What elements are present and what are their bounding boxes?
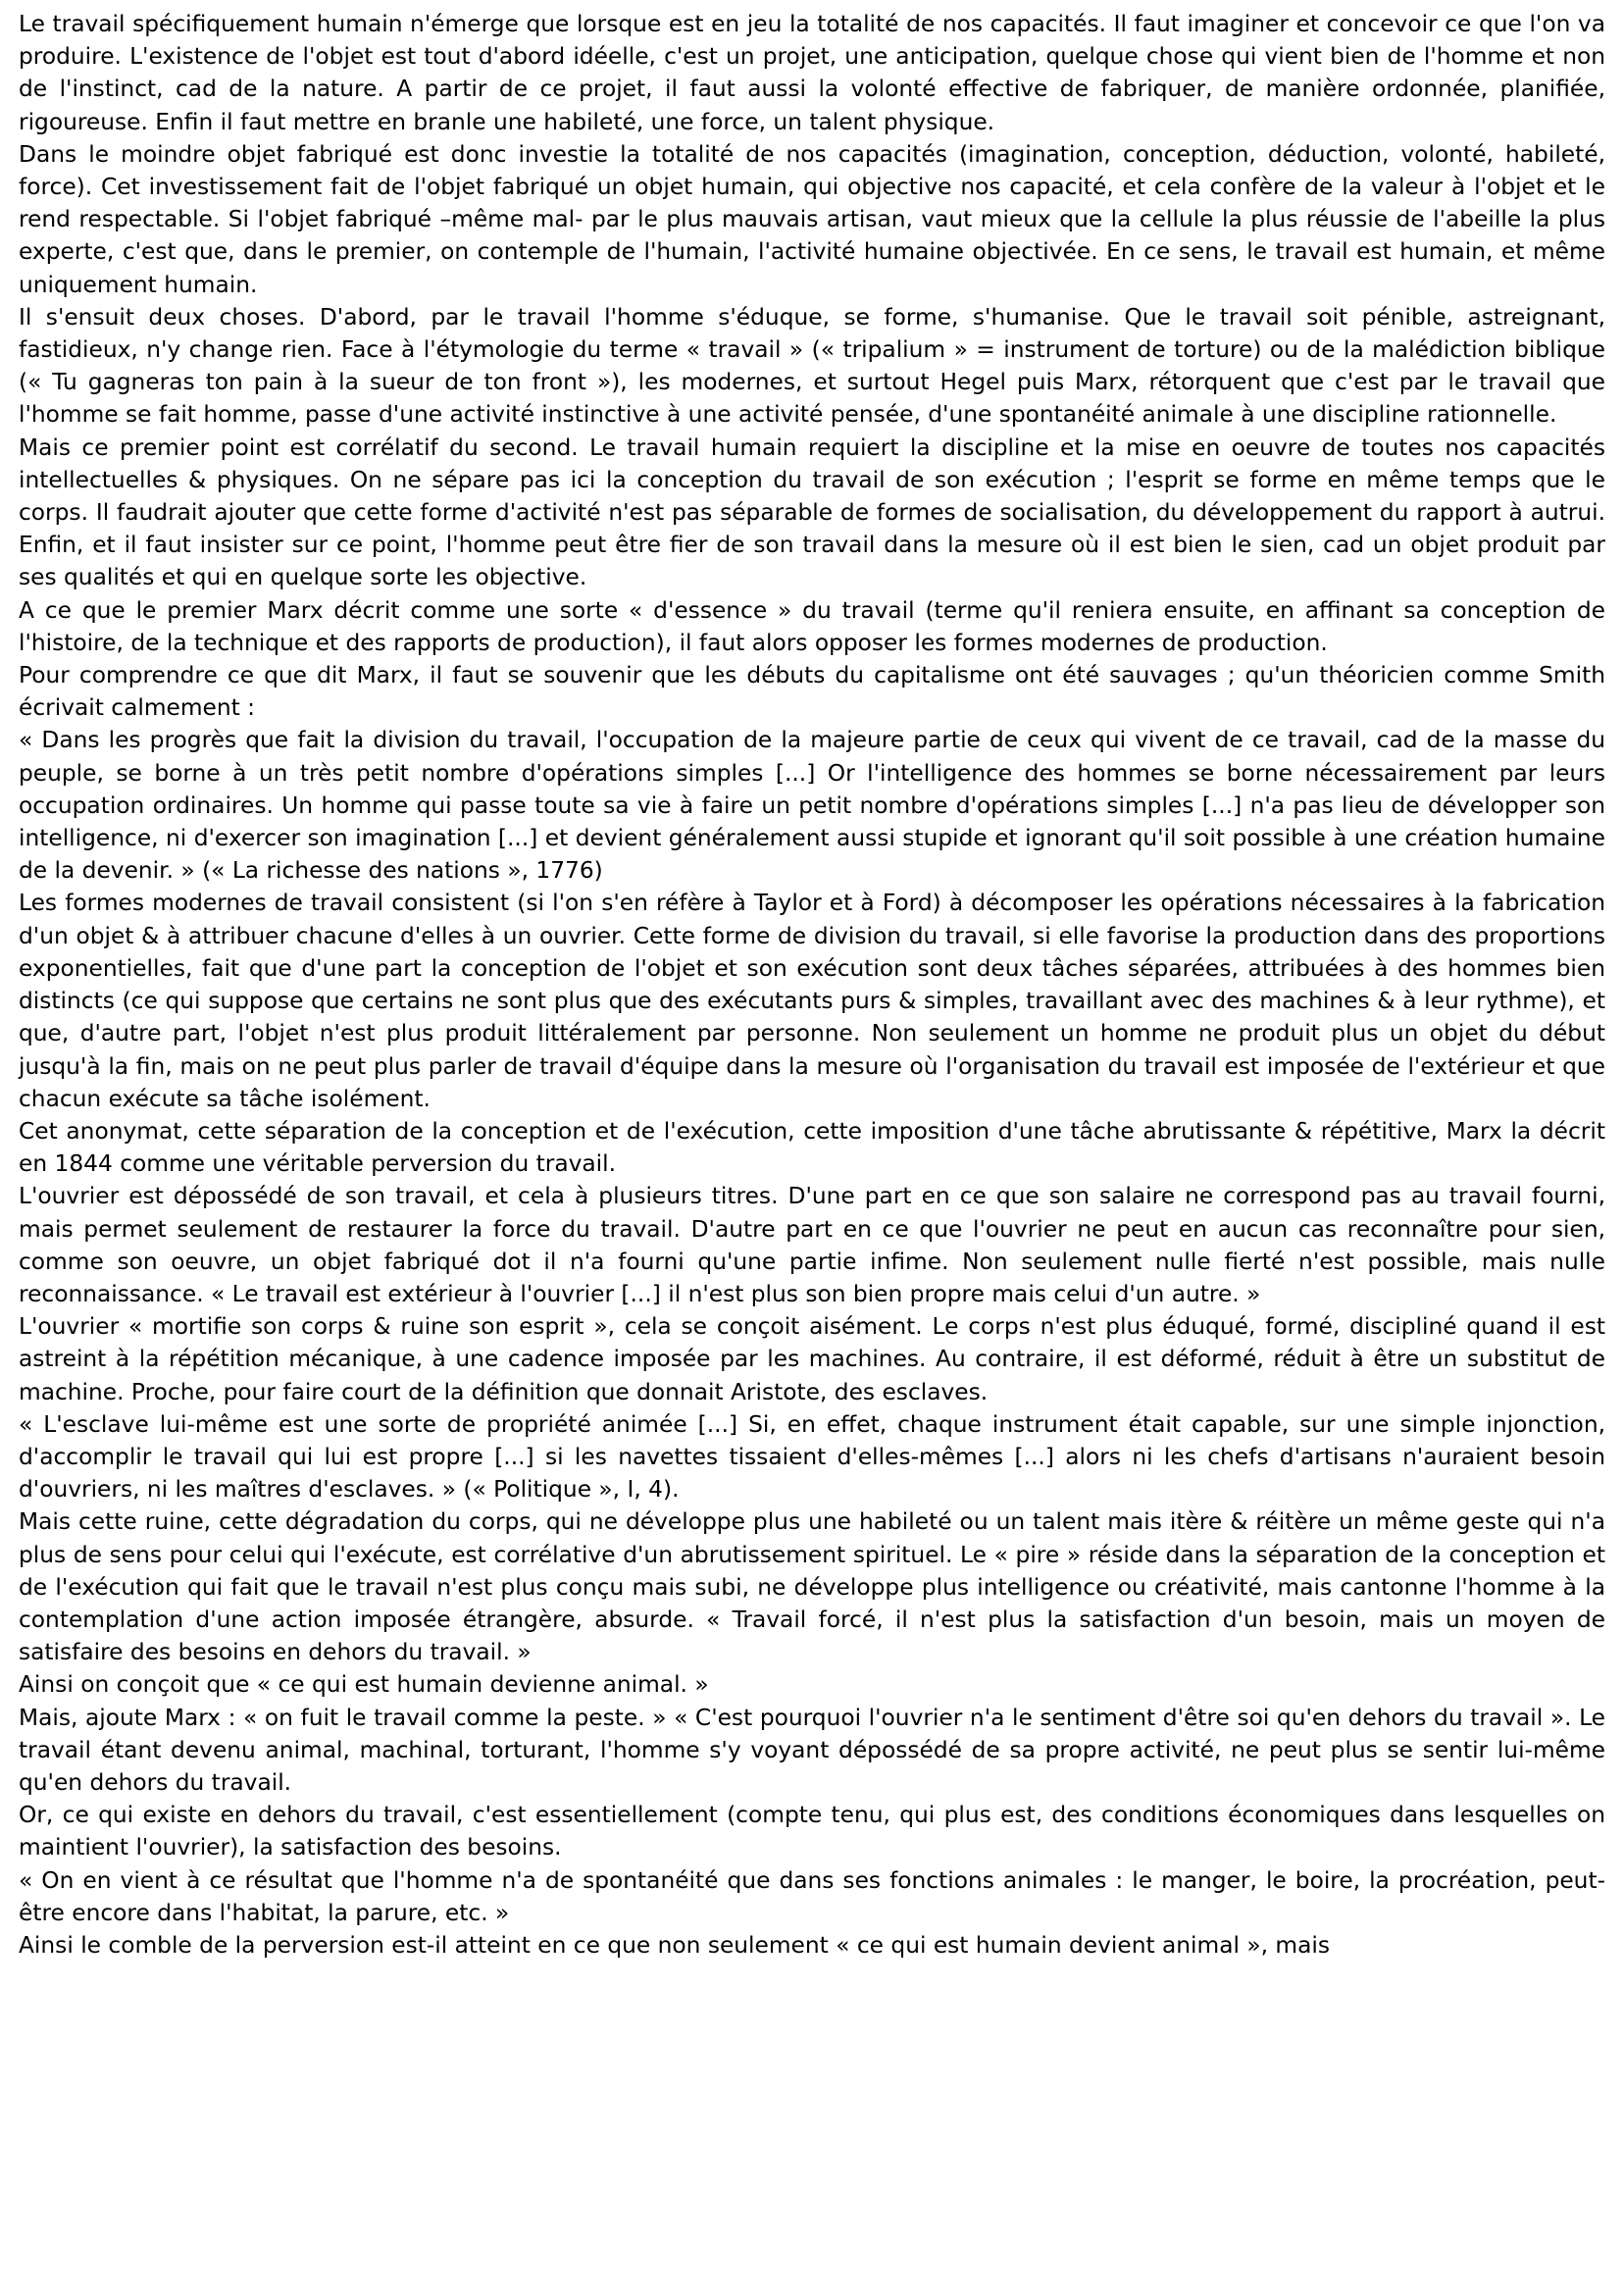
paragraph-15: Ainsi le comble de la perversion est-il atteint en ce que non seulement « ce qui est humain devient animal », mais (19, 1931, 1331, 1959)
paragraph-14: Or, ce qui existe en dehors du travail, c'est essentiellement (compte tenu, qui plus est, des conditions économiques dans lesquelles on maintient l'ouvrier), la satisfaction des besoins. (19, 1802, 1605, 1861)
quote-marx: « On en vient à ce résultat que l'homme n'a de spontanéité que dans ses fonctions animales : le manger, le boire, la procréation, peut-être encore dans l'habitat, la parure, etc. » (19, 1866, 1605, 1926)
paragraph-1: Le travail spécifiquement humain n'émerge que lorsque est en jeu la totalité de nos capacités. Il faut imaginer et concevoir ce que l'on va produire. L'existence de l'objet est tout d'abord idéelle, c'est un projet, une anticipation, quelque chose qui vient bien de l'homme et non de l'instinct, cad de la nature. A partir de ce projet, il faut aussi la volonté effective de fabriquer, de manière ordonnée, planifiée, rigoureuse. Enfin il faut mettre en branle une habileté, une force, un talent physique. (19, 11, 1605, 135)
document-body (19, 8, 1605, 1962)
quote-smith: « Dans les progrès que fait la division du travail, l'occupation de la majeure partie de ceux qui vivent de ce travail, cad de la masse du peuple, se borne à un très petit nombre d'opérations simples [...] Or l'intelligence des hommes se borne nécessairement par leurs occupation ordinaires. Un homme qui passe toute sa vie à faire un petit nombre d'opérations simples [...] n'a pas lieu de développer son intelligence, ni d'exercer son imagination [...] et devient généralement aussi stupide et ignorant qu'il soit possible à une création humaine de la devenir. » (« La richesse des nations », 1776) (19, 727, 1605, 885)
paragraph-11: Mais cette ruine, cette dégradation du corps, qui ne développe plus une habileté ou un talent mais itère & réitère un même geste qui n'a plus de sens pour celui qui l'exécute, est corrélative d'un abrutissement spirituel. Le « pire » réside dans la séparation de la conception et de l'exécution qui fait que le travail n'est plus conçu mais subi, ne développe plus intelligence ou créativité, mais cantonne l'homme à la contemplation d'une action imposée étrangère, absurde. « Travail forcé, il n'est plus la satisfaction d'un besoin, mais un moyen de satisfaire des besoins en dehors du travail. » (19, 1508, 1605, 1666)
paragraph-4: Mais ce premier point est corrélatif du second. Le travail humain requiert la discipline et la mise en oeuvre de toutes nos capacités intellectuelles & physiques. On ne sépare pas ici la conception du travail de son exécution ; l'esprit se forme en même temps que le corps. Il faudrait ajouter que cette forme d'activité n'est pas séparable de formes de socialisation, du développement du rapport à autrui. Enfin, et il faut insister sur ce point, l'homme peut être fier de son travail dans la mesure où il est bien le sien, cad un objet produit par ses qualités et qui en quelque sorte les objective. (19, 433, 1605, 591)
paragraph-9: L'ouvrier est dépossédé de son travail, et cela à plusieurs titres. D'une part en ce que son salaire ne correspond pas au travail fourni, mais permet seulement de restaurer la force du travail. D'autre part en ce que l'ouvrier ne peut en aucun cas reconnaître pour sien, comme son oeuvre, un objet fabriqué dot il n'a fourni qu'une partie infime. Non seulement nulle fierté n'est possible, mais nulle reconnaissance. « Le travail est extérieur à l'ouvrier [...] il n'est plus son bien propre mais celui d'un autre. » (19, 1183, 1605, 1307)
quote-aristote: « L'esclave lui-même est une sorte de propriété animée [...] Si, en effet, chaque instrument était capable, sur une simple injonction, d'accomplir le travail qui lui est propre [...] si les navettes tissaient d'elles-mêmes [...] alors ni les chefs d'artisans n'auraient besoin d'ouvriers, ni les maîtres d'esclaves. » (« Politique », I, 4). (19, 1410, 1605, 1504)
paragraph-12: Ainsi on conçoit que « ce qui est humain devienne animal. » (19, 1671, 709, 1699)
paragraph-5: A ce que le premier Marx décrit comme une sorte « d'essence » du travail (terme qu'il reniera ensuite, en affinant sa conception de l'histoire, de la technique et des rapports de production), il faut alors opposer les formes modernes de production. (19, 596, 1605, 656)
paragraph-10: L'ouvrier « mortifie son corps & ruine son esprit », cela se conçoit aisément. Le corps n'est plus éduqué, formé, discipliné quand il est astreint à la répétition mécanique, à une cadence imposée par les machines. Au contraire, il est déformé, réduit à être un substitut de machine. Proche, pour faire court de la définition que donnait Aristote, des esclaves. (19, 1313, 1605, 1405)
paragraph-2: Dans le moindre objet fabriqué est donc investie la totalité de nos capacités (imagination, conception, déduction, volonté, habileté, force). Cet investissement fait de l'objet fabriqué un objet humain, qui objective nos capacité, et cela confère de la valeur à l'objet et le rend respectable. Si l'objet fabriqué –même mal- par le plus mauvais artisan, vaut mieux que la cellule la plus réussie de l'abeille la plus experte, c'est que, dans le premier, on contemple de l'humain, l'activité humaine objectivée. En ce sens, le travail est humain, et même uniquement humain. (19, 140, 1605, 298)
paragraph-7: Les formes modernes de travail consistent (si l'on s'en réfère à Taylor et à Ford) à décomposer les opérations nécessaires à la fabrication d'un objet & à attribuer chacune d'elles à un ouvrier. Cette forme de division du travail, si elle favorise la production dans des proportions exponentielles, fait que d'une part la conception de l'objet et son exécution sont deux tâches séparées, attribuées à des hommes bien distincts (ce qui suppose que certains ne sont plus que des exécutants purs & simples, travaillant avec des machines & à leur rythme), et que, d'autre part, l'objet n'est plus produit littéralement par personne. Non seulement un homme ne produit plus un objet du début jusqu'à la fin, mais on ne peut plus parler de travail d'équipe dans la mesure où l'organisation du travail est imposée de l'extérieur et que chacun exécute sa tâche isolément. (19, 890, 1605, 1112)
paragraph-13: Mais, ajoute Marx : « on fuit le travail comme la peste. » « C'est pourquoi l'ouvrier n'a le sentiment d'être soi qu'en dehors du travail ». Le travail étant devenu animal, machinal, torturant, l'homme s'y voyant dépossédé de sa propre activité, ne peut plus se sentir lui-même qu'en dehors du travail. (19, 1704, 1605, 1796)
paragraph-3: Il s'ensuit deux choses. D'abord, par le travail l'homme s'éduque, se forme, s'humanise. Que le travail soit pénible, astreignant, fastidieux, n'y change rien. Face à l'étymologie du terme « travail » (« tripalium » = instrument de torture) ou de la malédiction biblique (« Tu gagneras ton pain à la sueur de ton front »), les modernes, et surtout Hegel puis Marx, rétorquent que c'est par le travail que l'homme se fait homme, passe d'une activité instinctive à une activité pensée, d'une spontanéité animale à une discipline rationnelle. (19, 303, 1605, 429)
paragraph-8: Cet anonymat, cette séparation de la conception et de l'exécution, cette imposition d'une tâche abrutissante & répétitive, Marx la décrit en 1844 comme une véritable perversion du travail. (19, 1117, 1605, 1178)
paragraph-6: Pour comprendre ce que dit Marx, il faut se souvenir que les débuts du capitalisme ont été sauvages ; qu'un théoricien comme Smith écrivait calmement : (19, 662, 1605, 722)
